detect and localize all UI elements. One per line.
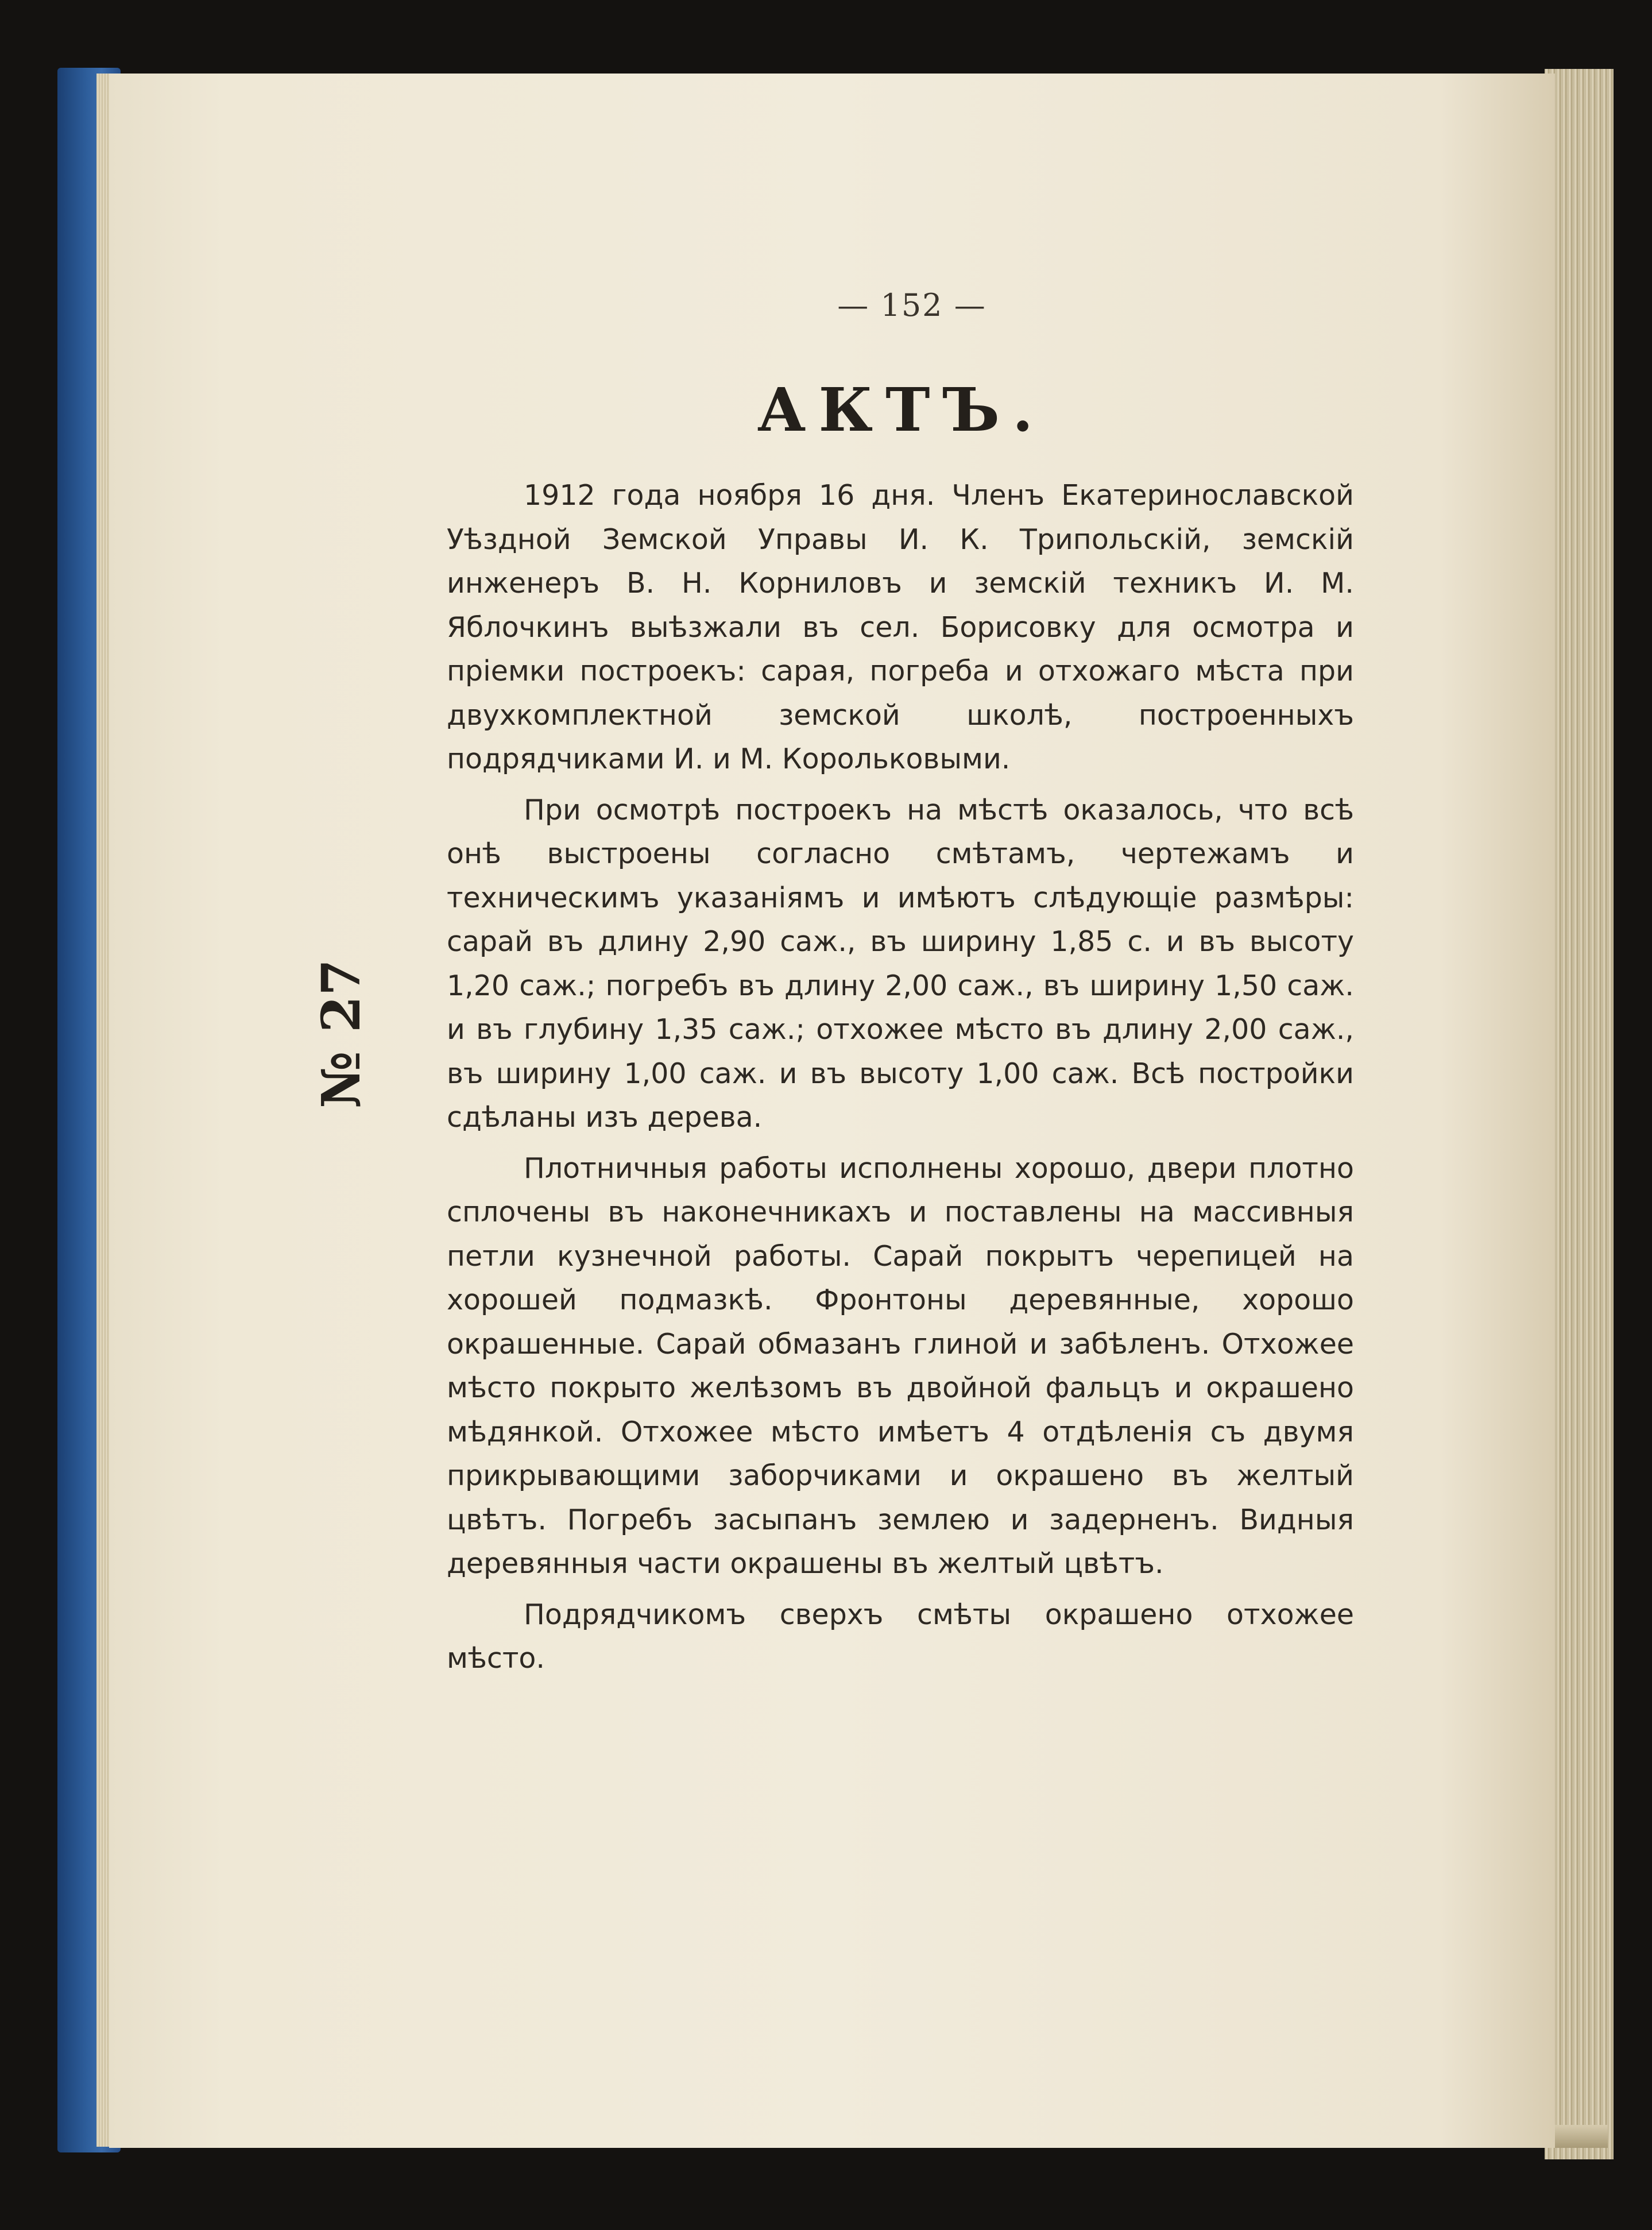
right-page-edges bbox=[1545, 69, 1614, 2159]
paragraph-1: 1912 года ноября 16 дня. Членъ Екатеринославской Уѣздной Земской Управы И. К. Трипольскій, земскій инженеръ В. Н. Корниловъ и земскій техникъ И. М. Яблочкинъ выѣзжали въ сел. Борисовку для осмотра и пріемки построекъ: сарая, погреба и отхожаго мѣста при двухкомплектной земской школѣ, построенныхъ подрядчиками И. и М. Корольковыми. bbox=[447, 479, 1354, 775]
paragraph-4: Подрядчикомъ сверхъ смѣты окрашено отхожее мѣсто. bbox=[447, 1598, 1354, 1675]
document-body bbox=[447, 474, 1354, 1681]
paragraph-2: При осмотрѣ построекъ на мѣстѣ оказалось, что всѣ онѣ выстроены согласно смѣтамъ, чертежамъ и техническимъ указаніямъ и имѣютъ слѣдующіе размѣры: сарай въ длину 2,90 саж., въ ширину 1,85 с. и въ высоту 1,20 саж.; погребъ въ длину 2,00 саж., въ ширину 1,50 саж. и въ глубину 1,35 саж.; отхожее мѣсто въ длину 2,00 саж., въ ширину 1,00 саж. и въ высоту 1,00 саж. Всѣ постройки сдѣланы изъ дерева. bbox=[447, 793, 1354, 1134]
side-document-number: № 27 bbox=[310, 959, 372, 1108]
document-title: АКТЪ. bbox=[757, 374, 1046, 445]
paragraph-3: Плотничныя работы исполнены хорошо, двери плотно сплочены въ наконечникахъ и поставлены на массивныя петли кузнечной работы. Сарай покрытъ черепицей на хорошей подмазкѣ. Фронтоны деревянные, хорошо окрашенные. Сарай обмазанъ глиной и забѣленъ. Отхожее мѣсто покрыто желѣзомъ въ двойной фальцъ и окрашено мѣдянкой. Отхожее мѣсто имѣетъ 4 отдѣленія съ двумя прикрывающими заборчиками и окрашено въ желтый цвѣтъ. Погребъ засыпанъ землею и задерненъ. Видныя деревянныя части окрашены въ желтый цвѣтъ. bbox=[447, 1151, 1354, 1580]
page-number: — 152 — bbox=[837, 287, 986, 323]
